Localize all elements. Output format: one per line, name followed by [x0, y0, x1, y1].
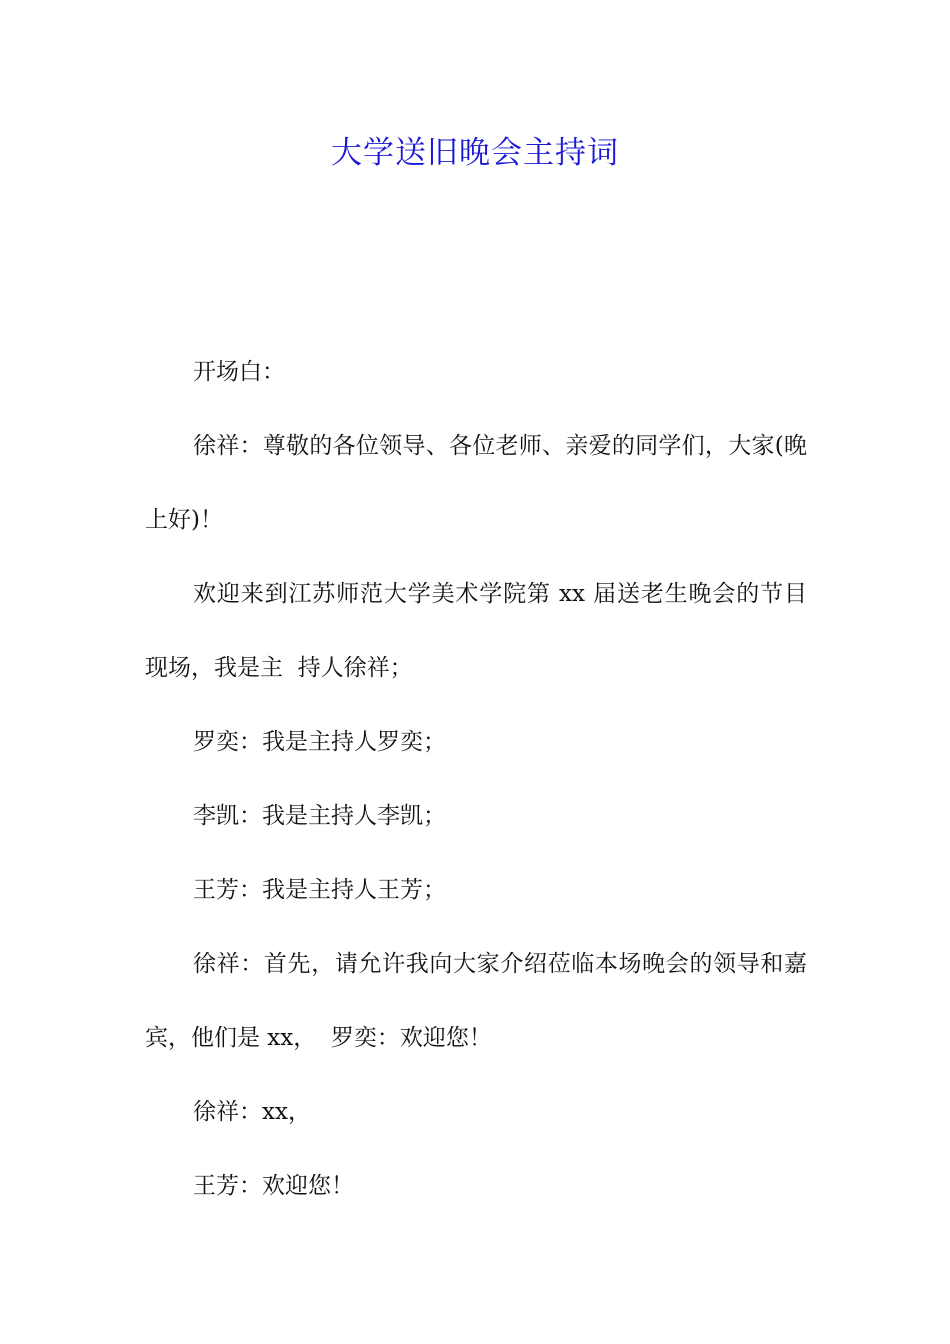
paragraph-xuxiang-guest: 徐祥：xx， — [193, 1099, 311, 1125]
document-body — [145, 335, 807, 1223]
paragraph-likai-intro: 李凯：我是主持人李凯； — [193, 803, 446, 829]
paragraph-xuxiang-greeting: 徐祥：尊敬的各位领导、各位老师、亲爱的同学们，大家(晚上好)！ — [145, 433, 807, 533]
paragraph-luoyi-intro: 罗奕：我是主持人罗奕； — [193, 729, 446, 755]
paragraph-opening: 开场白： — [193, 359, 285, 385]
paragraph-wangfang-welcome: 王芳：欢迎您！ — [193, 1173, 354, 1199]
paragraph-guests-intro: 徐祥：首先，请允许我向大家介绍莅临本场晚会的领导和嘉宾，他们是 xx， 罗奕：欢迎您！ — [145, 951, 807, 1051]
document-title: 大学送旧晚会主持词 — [331, 135, 619, 171]
paragraph-welcome: 欢迎来到江苏师范大学美术学院第 xx 届送老生晚会的节目现场，我是主 持人徐祥； — [145, 581, 807, 681]
paragraph-wangfang-intro: 王芳：我是主持人王芳； — [193, 877, 446, 903]
